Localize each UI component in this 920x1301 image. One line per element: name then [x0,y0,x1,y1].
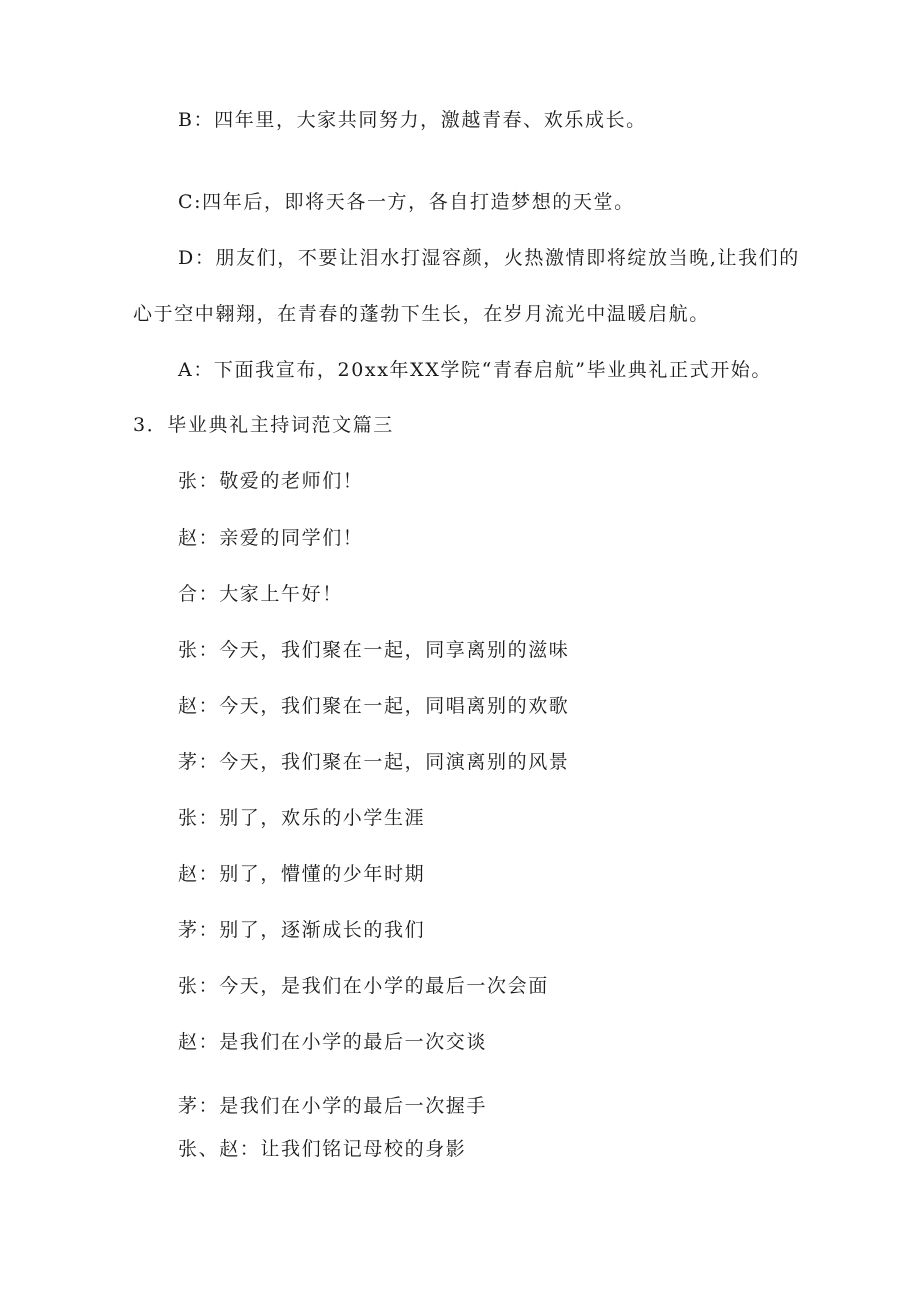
paragraph-d-line-2: 心于空中翱翔，在青春的蓬勃下生长，在岁月流光中温暖启航。 [133,303,710,325]
dialogue-line: 合：大家上午好！ [178,583,343,605]
paragraph-c-line: C:四年后，即将天各一方，各自打造梦想的天堂。 [178,191,635,213]
dialogue-line: 茅：是我们在小学的最后一次握手 [178,1095,488,1117]
dialogue-line: 赵：亲爱的同学们！ [178,527,364,549]
section-heading: 3．毕业典礼主持词范文篇三 [133,414,394,436]
dialogue-line: 张：别了，欢乐的小学生涯 [178,807,426,829]
dialogue-line: 张、赵：让我们铭记母校的身影 [178,1138,467,1160]
dialogue-line: 张：今天，是我们在小学的最后一次会面 [178,975,549,997]
paragraph-d-line-1: D：朋友们，不要让泪水打湿容颜，火热激情即将绽放当晚,让我们的 [178,247,800,269]
dialogue-line: 茅：今天，我们聚在一起，同演离别的风景 [178,751,570,773]
paragraph-b-line: B：四年里，大家共同努力，激越青春、欢乐成长。 [178,109,647,131]
dialogue-line: 赵：别了，懵懂的少年时期 [178,863,426,885]
dialogue-line: 赵：是我们在小学的最后一次交谈 [178,1031,488,1053]
dialogue-line: 赵：今天，我们聚在一起，同唱离别的欢歌 [178,695,570,717]
dialogue-line: 张：今天，我们聚在一起，同享离别的滋味 [178,639,570,661]
dialogue-line: 茅：别了，逐渐成长的我们 [178,919,426,941]
dialogue-line: 张：敬爱的老师们！ [178,470,364,492]
paragraph-a-line: A：下面我宣布，20xx年XX学院“青春启航”毕业典礼正式开始。 [178,359,773,381]
